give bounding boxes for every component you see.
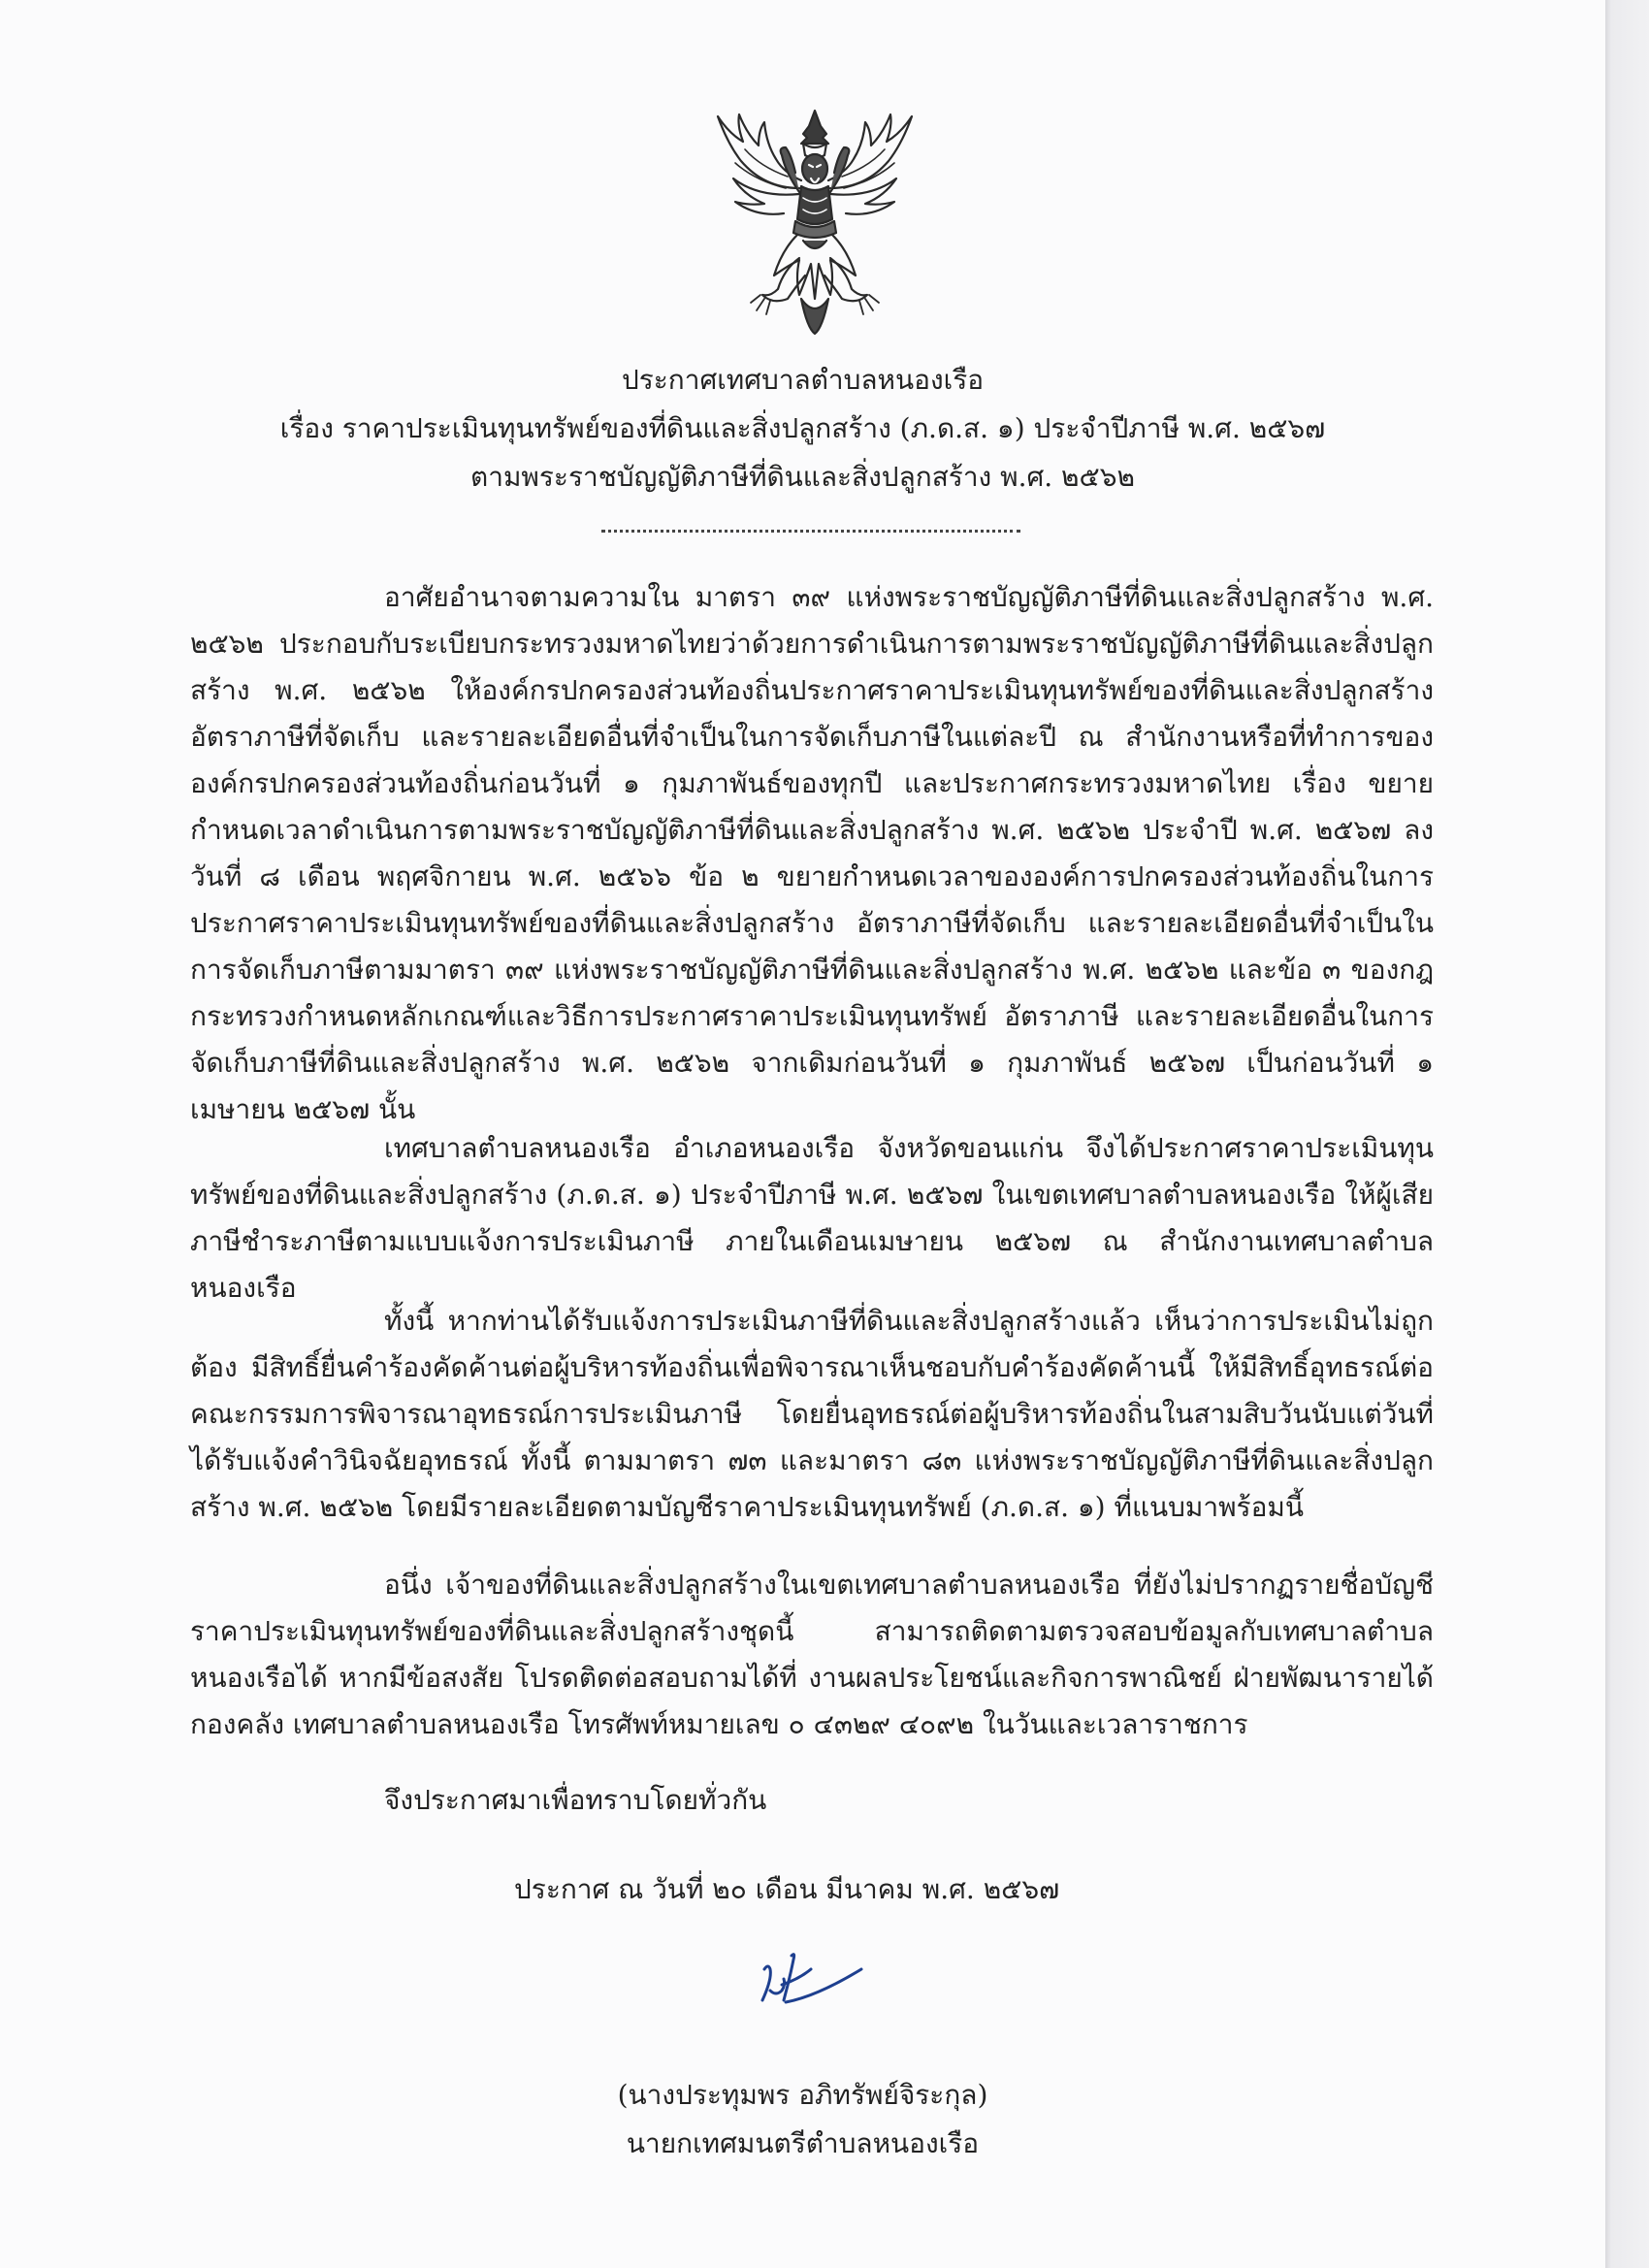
- header-divider: [601, 530, 1020, 533]
- paragraph-authority: อาศัยอำนาจตามความใน มาตรา ๓๙ แห่งพระราชบัญญัติภาษีที่ดินและสิ่งปลูกสร้าง พ.ศ. ๒๕๖๒ ประกอบกับระเบียบกระทรวงมหาดไทยว่าด้วยการดำเนินการตามพระราชบัญญัติภาษีที่ดินและสิ่งปลูกสร้าง พ.ศ. ๒๕๖๒ ให้องค์กรปกครองส่วนท้องถิ่นประกาศราคาประเมินทุนทรัพย์ของที่ดินและสิ่งปลูกสร้าง อัตราภาษีที่จัดเก็บ และรายละเอียดอื่นที่จำเป็นในการจัดเก็บภาษีในแต่ละปี ณ สำนักงานหรือที่ทำการขององค์กรปกครองส่วนท้องถิ่นก่อนวันที่ ๑ กุมภาพันธ์ของทุกปี และประกาศกระทรวงมหาดไทย เรื่อง ขยายกำหนดเวลาดำเนินการตามพระราชบัญญัติภาษีที่ดินและสิ่งปลูกสร้าง พ.ศ. ๒๕๖๒ ประจำปี พ.ศ. ๒๕๖๗ ลงวันที่ ๘ เดือน พฤศจิกายน พ.ศ. ๒๕๖๖ ข้อ ๒ ขยายกำหนดเวลาขององค์การปกครองส่วนท้องถิ่นในการประกาศราคาประเมินทุนทรัพย์ของที่ดินและสิ่งปลูกสร้าง อัตราภาษีที่จัดเก็บ และรายละเอียดอื่นที่จำเป็นในการจัดเก็บภาษีตามมาตรา ๓๙ แห่งพระราชบัญญัติภาษีที่ดินและสิ่งปลูกสร้าง พ.ศ. ๒๕๖๒ และข้อ ๓ ของกฎกระทรวงกำหนดหลักเกณฑ์และวิธีการประกาศราคาประเมินทุนทรัพย์ อัตราภาษี และรายละเอียดอื่นในการจัดเก็บภาษีที่ดินและสิ่งปลูกสร้าง พ.ศ. ๒๕๖๒ จากเดิมก่อนวันที่ ๑ กุมภาพันธ์ ๒๕๖๗ เป็นก่อนวันที่ ๑ เมษายน ๒๕๖๗ นั้น: [190, 581, 1434, 1125]
- signatory-position: นายกเทศมนตรีตำบลหนองเรือ: [626, 2127, 980, 2159]
- garuda-emblem-icon: [706, 105, 923, 338]
- paragraph-appeal: ทั้งนี้ หากท่านได้รับแจ้งการประเมินภาษีที่ดินและสิ่งปลูกสร้างแล้ว เห็นว่าการประเมินไม่ถูกต้อง มีสิทธิ์ยื่นคำร้องคัดค้านต่อผู้บริหารท้องถิ่นเพื่อพิจารณาเห็นชอบกับคำร้องคัดค้านนี้ ให้มีสิทธิ์อุทธรณ์ต่อคณะกรรมการพิจารณาอุทธรณ์การประเมินภาษี โดยยื่นอุทธรณ์ต่อผู้บริหารท้องถิ่นในสามสิบวันนับแต่วันที่ได้รับแจ้งคำวินิจฉัยอุทธรณ์ ทั้งนี้ ตามมาตรา ๗๓ และมาตรา ๘๓ แห่งพระราชบัญญัติภาษีที่ดินและสิ่งปลูกสร้าง พ.ศ. ๒๕๖๒ โดยมีรายละเอียดตามบัญชีราคาประเมินทุนทรัพย์ (ภ.ด.ส. ๑) ที่แนบมาพร้อมนี้: [190, 1305, 1434, 1523]
- document-subject: เรื่อง ราคาประเมินทุนทรัพย์ของที่ดินและสิ่งปลูกสร้าง (ภ.ด.ส. ๑) ประจำปีภาษี พ.ศ. ๒๕๖๗: [279, 412, 1326, 444]
- signature-mark: [747, 1940, 883, 2027]
- scan-edge: [1605, 0, 1649, 2268]
- paragraph-contact: อนึ่ง เจ้าของที่ดินและสิ่งปลูกสร้างในเขตเทศบาลตำบลหนองเรือ ที่ยังไม่ปรากฏรายชื่อบัญชีราคาประเมินทุนทรัพย์ของที่ดินและสิ่งปลูกสร้างชุดนี้ สามารถติดตามตรวจสอบข้อมูลกับเทศบาลตำบลหนองเรือได้ หากมีข้อสงสัย โปรดติดต่อสอบถามได้ที่ งานผลประโยชน์และกิจการพาณิชย์ ฝ่ายพัฒนารายได้ กองคลัง เทศบาลตำบลหนองเรือ โทรศัพท์หมายเลข ๐ ๔๓๒๙ ๔๐๙๒ ในวันและเวลาราชการ: [190, 1569, 1434, 1740]
- document-title: ประกาศเทศบาลตำบลหนองเรือ: [621, 364, 985, 396]
- announcement-date: ประกาศ ณ วันที่ ๒๐ เดือน มีนาคม พ.ศ. ๒๕๖๗: [514, 1873, 1060, 1905]
- signatory-name: (นางประทุมพร อภิทรัพย์จิระกุล): [617, 2079, 988, 2111]
- closing-statement: จึงประกาศมาเพื่อทราบโดยทั่วกัน: [384, 1784, 767, 1816]
- act-reference: ตามพระราชบัญญัติภาษีที่ดินและสิ่งปลูกสร้าง พ.ศ. ๒๕๖๒: [470, 461, 1135, 493]
- paragraph-announcement: เทศบาลตำบลหนองเรือ อำเภอหนองเรือ จังหวัดขอนแก่น จึงได้ประกาศราคาประเมินทุนทรัพย์ของที่ดินและสิ่งปลูกสร้าง (ภ.ด.ส. ๑) ประจำปีภาษี พ.ศ. ๒๕๖๗ ในเขตเทศบาลตำบลหนองเรือ ให้ผู้เสียภาษีชำระภาษีตามแบบแจ้งการประเมินภาษี ภายในเดือนเมษายน ๒๕๖๗ ณ สำนักงานเทศบาลตำบลหนองเรือ: [190, 1132, 1434, 1304]
